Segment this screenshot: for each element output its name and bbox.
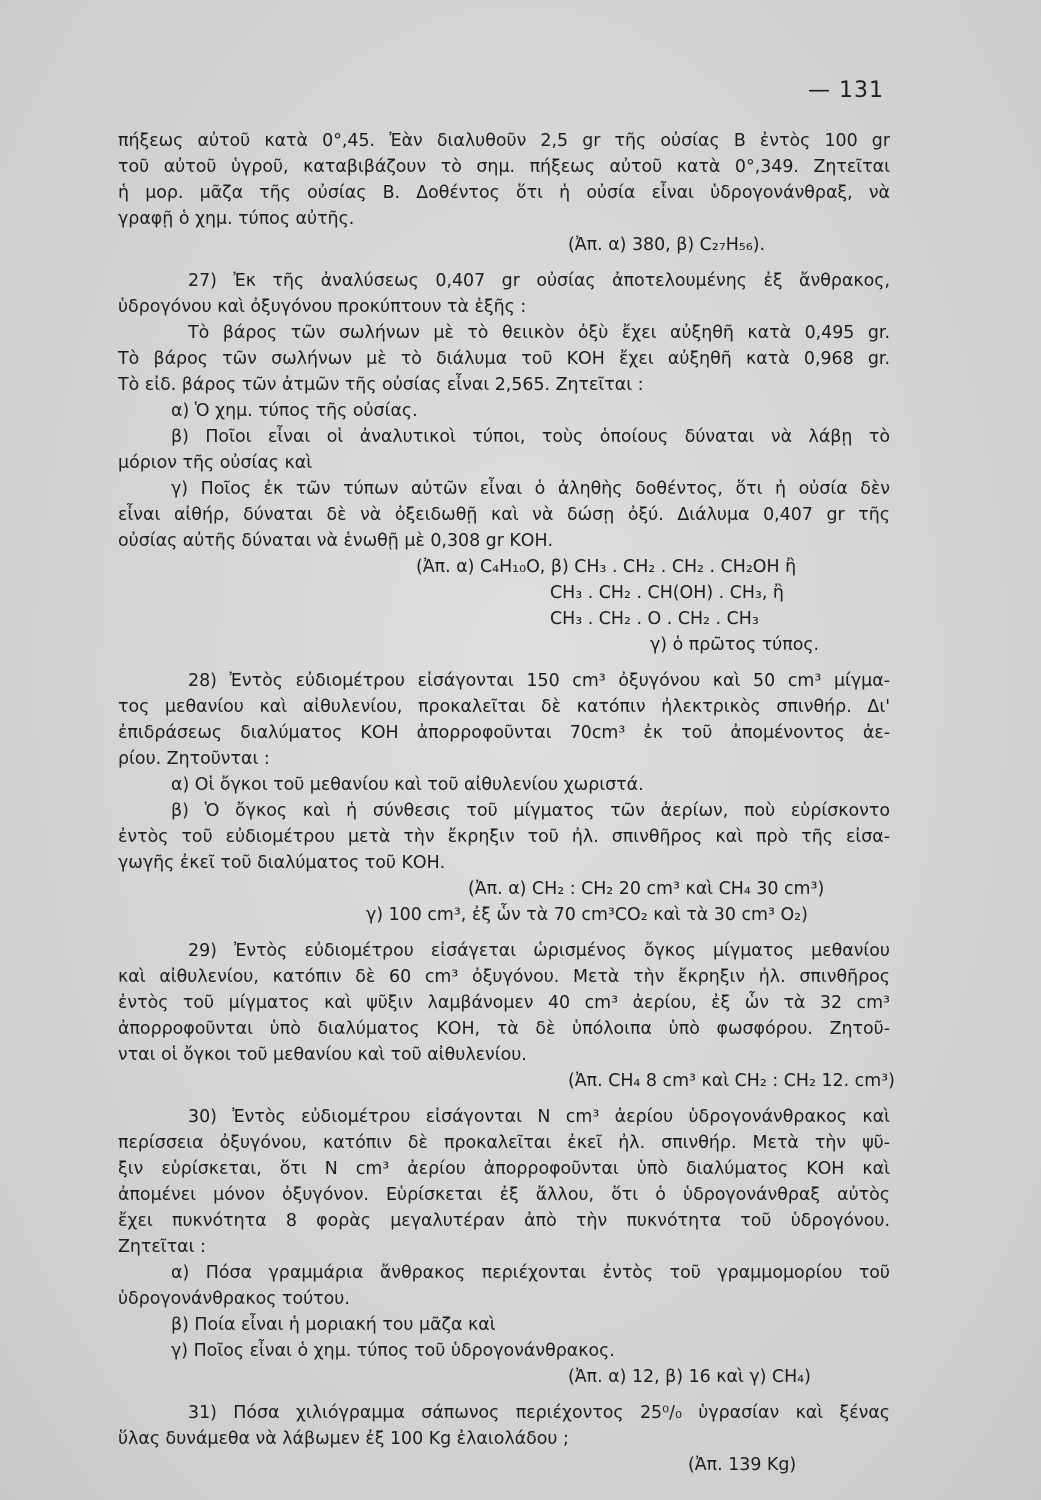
text-line: τοῦ αὐτοῦ ὑγροῦ, καταβιβάζουν τὸ σημ. πήξεως αὐτοῦ κατὰ 0°,349. Ζητεῖται [118, 157, 890, 177]
text-line: γραφῇ ὁ χημ. τύπος αὐτῆς. [118, 209, 355, 229]
text-line: ἀπορροφοῦνται ὑπὸ διαλύματος ΚΟΗ, τὰ δὲ ὑπόλοιπα ὑπὸ φωσφόρου. Ζητοῦ- [118, 1019, 890, 1039]
paragraph-gap [118, 928, 890, 938]
text-line: γ) 100 cm³, ἐξ ὧν τὰ 70 cm³CO₂ καὶ τὰ 30 cm³ O₂) [366, 905, 808, 925]
text-line: (Ἀπ. 139 Kg) [688, 1455, 797, 1475]
text-line: α) Πόσα γραμμάρια ἄνθρακος περιέχονται ἐντὸς τοῦ γραμμομορίου τοῦ [171, 1263, 890, 1283]
text-line: (Ἀπ. α) CH₂ : CH₂ 20 cm³ καὶ CH₄ 30 cm³) [468, 879, 825, 899]
text-line: ἔχει πυκνότητα 8 φορὰς μεγαλυτέραν ἀπὸ τὴν πυκνότητα τοῦ ὑδρογόνου. [118, 1211, 890, 1231]
page-number: — 131 [808, 78, 884, 103]
text-column [118, 128, 895, 1478]
paragraph-gap [118, 658, 890, 668]
text-line: 28) Ἐντὸς εὐδιομέτρου εἰσάγονται 150 cm³ ὀξυγόνου καὶ 50 cm³ μίγμα- [188, 671, 890, 691]
text-line: Τὸ βάρος τῶν σωλήνων μὲ τὸ διάλυμα τοῦ ΚΟΗ ἔχει αὐξηθῆ κατὰ 0,968 gr. [118, 349, 890, 369]
text-line: 27) Ἐκ τῆς ἀναλύσεως 0,407 gr οὐσίας ἀποτελουμένης ἐξ ἄνθρακος, [188, 271, 890, 291]
paragraph-gap [118, 1094, 890, 1104]
text-line: 31) Πόσα χιλιόγραμμα σάπωνος περιέχοντος 25⁰/₀ ὑγρασίαν καὶ ξένας [188, 1403, 890, 1423]
text-line: (Ἀπ. α) C₄H₁₀O, β) CH₃ . CH₂ . CH₂ . CH₂OH ἢ [416, 557, 797, 577]
text-line: γωγῆς ἐκεῖ τοῦ διαλύματος τοῦ ΚΟΗ. [118, 853, 446, 873]
text-line: Ζητεῖται : [118, 1237, 206, 1257]
text-line: γ) Ποῖος ἐκ τῶν τύπων αὐτῶν εἶναι ὁ ἀληθὴς δοθέντος, ὅτι ἡ οὐσία δὲν [171, 479, 890, 499]
text-line: (Ἀπ. α) 12, β) 16 καὶ γ) CH₄) [568, 1367, 811, 1387]
text-line: β) Ὁ ὄγκος καὶ ἡ σύνθεσις τοῦ μίγματος τῶν ἀερίων, ποὺ εὑρίσκοντο [171, 801, 890, 821]
text-line: ρίου. Ζητοῦνται : [118, 749, 270, 769]
text-line: γ) ὁ πρῶτος τύπος. [650, 635, 820, 655]
text-line: (Ἀπ. CH₄ 8 cm³ καὶ CH₂ : CH₂ 12. cm³) [568, 1071, 895, 1091]
text-line: γ) Ποῖος εἶναι ὁ χημ. τύπος τοῦ ὑδρογονάνθρακος. [171, 1341, 615, 1361]
text-line: ὑδρογόνου καὶ ὀξυγόνου προκύπτουν τὰ ἑξῆς : [118, 297, 527, 317]
text-line: α) Ὁ χημ. τύπος τῆς οὐσίας. [171, 401, 418, 421]
text-line: 30) Ἐντὸς εὐδιομέτρου εἰσάγονται Ν cm³ ἀερίου ὑδρογονάνθρακος καὶ [188, 1107, 890, 1127]
text-line: νται οἱ ὄγκοι τοῦ μεθανίου καὶ τοῦ αἰθυλενίου. [118, 1045, 527, 1065]
text-line: 29) Ἐντὸς εὐδιομέτρου εἰσάγεται ὡρισμένος ὄγκος μίγματος μεθανίου [188, 941, 890, 961]
text-line: β) Ποῖοι εἶναι οἱ ἀναλυτικοὶ τύποι, τοὺς ὁποίους δύναται νὰ λάβῃ τὸ [171, 427, 890, 447]
text-line: (Ἀπ. α) 380, β) C₂₇H₅₆). [568, 235, 766, 255]
text-line: CH₃ . CH₂ . CH(OH) . CH₃, ἢ [550, 583, 784, 603]
text-line: ἀπομένει μόνον ὀξυγόνον. Εὑρίσκεται ἐξ ἄλλου, ὅτι ὁ ὑδρογονάνθραξ αὐτὸς [118, 1185, 890, 1205]
text-line: ἡ μορ. μᾶζα τῆς οὐσίας Β. Δοθέντος ὅτι ἡ οὐσία εἶναι ὑδρογονάνθραξ, νὰ [118, 183, 890, 203]
text-line: ὑδρογονάνθρακος τούτου. [118, 1289, 350, 1309]
text-line: CH₃ . CH₂ . O . CH₂ . CH₃ [550, 609, 759, 629]
text-line: πήξεως αὐτοῦ κατὰ 0°,45. Ἐὰν διαλυθοῦν 2,5 gr τῆς οὐσίας Β ἐντὸς 100 gr [118, 131, 890, 151]
paragraph-gap [118, 1390, 890, 1400]
paragraph-gap [118, 258, 890, 268]
text-line: καὶ αἰθυλενίου, κατόπιν δὲ 60 cm³ ὀξυγόνου. Μετὰ τὴν ἔκρηξιν ἠλ. σπινθῆρος [118, 967, 890, 987]
text-line: ξιν εὑρίσκεται, ὅτι Ν cm³ ἀερίου ἀπορροφοῦνται ὑπὸ διαλύματος ΚΟΗ καὶ [118, 1159, 890, 1179]
text-line: τος μεθανίου καὶ αἰθυλενίου, προκαλεῖται δὲ κατόπιν ἠλεκτρικὸς σπινθήρ. Δι' [118, 697, 890, 717]
text-line: ἐπιδράσεως διαλύματος ΚΟΗ ἀπορροφοῦνται 70cm³ ἐκ τοῦ ἀπομένοντος ἀε- [118, 723, 890, 743]
text-line: ἐντὸς τοῦ μίγματος καὶ ψῦξιν λαμβάνομεν 40 cm³ ἀερίου, ἐξ ὧν τὰ 32 cm³ [118, 993, 890, 1013]
text-line: περίσσεια ὀξυγόνου, κατόπιν δὲ προκαλεῖται ἐκεῖ ἠλ. σπινθήρ. Μετὰ τὴν ψῦ- [118, 1133, 890, 1153]
text-line: β) Ποία εἶναι ἡ μοριακή του μᾶζα καὶ [171, 1315, 496, 1335]
text-line: Τὸ εἰδ. βάρος τῶν ἀτμῶν τῆς οὐσίας εἶναι 2,565. Ζητεῖται : [118, 375, 644, 395]
text-line: οὐσίας αὐτῆς δύναται νὰ ἑνωθῇ μὲ 0,308 gr ΚΟΗ. [118, 531, 554, 551]
text-line: ὕλας δυνάμεθα νὰ λάβωμεν ἐξ 100 Kg ἐλαιολάδου ; [118, 1429, 569, 1449]
text-line: ἐντὸς τοῦ εὐδιομέτρου μετὰ τὴν ἔκρηξιν τοῦ ἠλ. σπινθῆρος καὶ πρὸ τῆς εἰσα- [118, 827, 890, 847]
text-line: εἶναι αἰθήρ, δύναται δὲ νὰ ὀξειδωθῇ καὶ νὰ δώσῃ ὀξύ. Διάλυμα 0,407 gr τῆς [118, 505, 890, 525]
text-line: μόριον τῆς οὐσίας καὶ [118, 453, 313, 473]
text-line: α) Οἱ ὄγκοι τοῦ μεθανίου καὶ τοῦ αἰθυλενίου χωριστά. [171, 775, 644, 795]
text-line: Τὸ βάρος τῶν σωλήνων μὲ τὸ θειικὸν ὀξὺ ἔχει αὐξηθῆ κατὰ 0,495 gr. [188, 323, 890, 343]
